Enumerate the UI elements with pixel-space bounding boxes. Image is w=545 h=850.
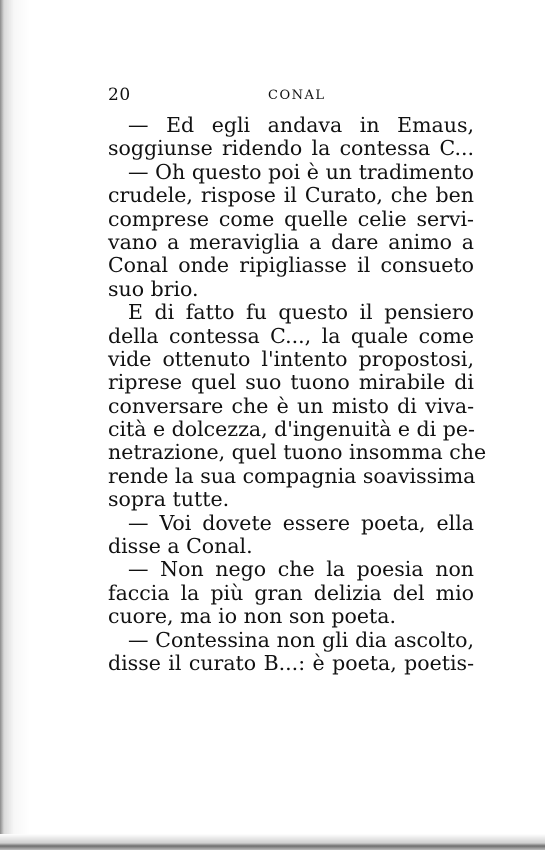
text-line: crudele, rispose il Curato, che ben <box>108 183 474 208</box>
text-line: disse il curato B...: è poeta, poetis- <box>108 650 474 675</box>
text-line: — Oh questo poi è un tradimento <box>128 159 474 184</box>
text-line: netrazione, quel tuono insomma che <box>108 440 487 465</box>
text-line: sopra tutte. <box>108 487 230 512</box>
text-line: cità e dolcezza, d'ingenuità e di pe- <box>108 417 475 442</box>
page-header <box>108 85 480 107</box>
text-line: cuore, ma io non son poeta. <box>108 604 397 629</box>
text-line: della contessa C..., la quale come <box>108 323 474 348</box>
text-line: Conal onde ripigliasse il consueto <box>108 253 474 278</box>
text-line: suo brio. <box>108 276 199 301</box>
body-text <box>108 113 487 675</box>
text-line: disse a Conal. <box>108 534 253 559</box>
text-line: conversare che è un misto di viva- <box>108 393 474 418</box>
text-line: — Non nego che la poesia non <box>128 557 474 582</box>
running-title: CONAL <box>268 88 326 103</box>
page-number: 20 <box>108 85 131 105</box>
text-line: — Ed egli andava in Emaus, <box>128 113 474 137</box>
text-line: — Voi dovete essere poeta, ella <box>128 510 474 535</box>
text-line: vide ottenuto l'intento propostosi, <box>108 346 474 371</box>
text-line: riprese quel suo tuono mirabile di <box>108 370 474 395</box>
text-line: comprese come quelle celie servi- <box>108 206 474 231</box>
text-line: vano a meraviglia a dare animo a <box>108 229 474 254</box>
page-bottom-edge <box>0 834 545 850</box>
text-line: E di fatto fu questo il pensiero <box>128 300 474 325</box>
text-line: faccia la più gran delizia del mio <box>108 580 474 605</box>
text-line: soggiunse ridendo la contessa C... <box>108 136 474 161</box>
text-line: — Contessina non gli dia ascolto, <box>128 627 474 652</box>
text-line: rende la sua compagnia soavissima <box>108 463 476 488</box>
